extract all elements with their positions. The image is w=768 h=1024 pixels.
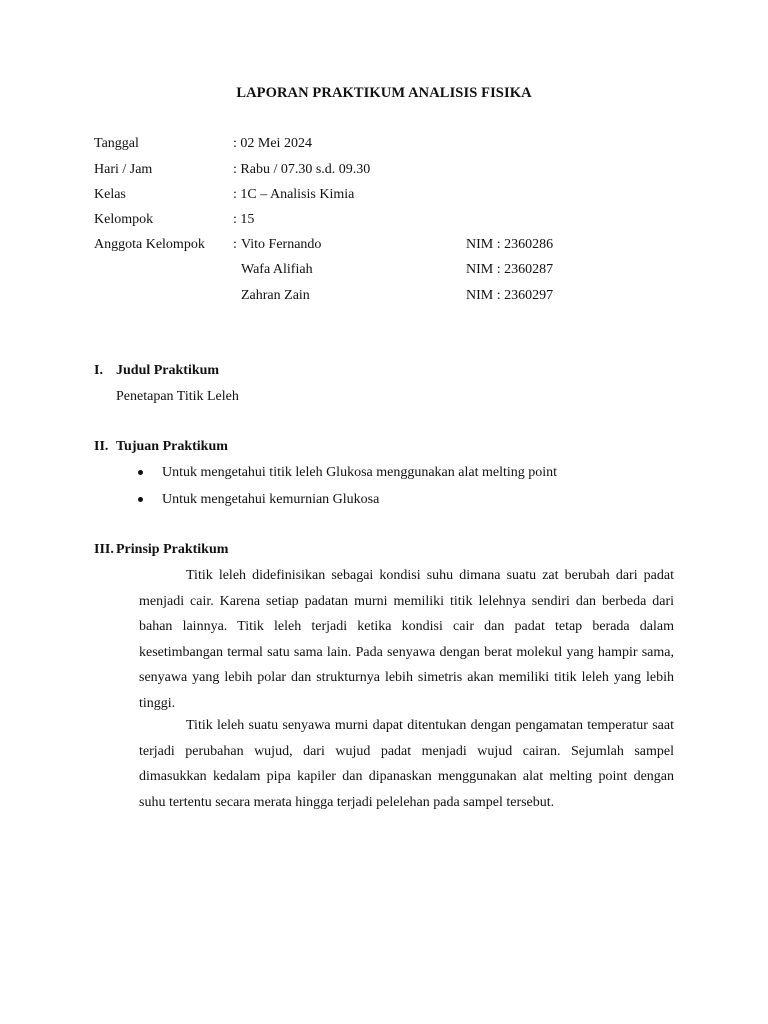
document-title: LAPORAN PRAKTIKUM ANALISIS FISIKA bbox=[236, 85, 532, 101]
bullet-icon bbox=[138, 497, 143, 502]
hari-label: Hari / Jam bbox=[94, 162, 153, 177]
kelompok-label: Kelompok bbox=[94, 212, 154, 227]
kelompok-value: : 15 bbox=[233, 212, 255, 227]
bullet-icon bbox=[138, 470, 143, 475]
section-title: Prinsip Praktikum bbox=[116, 542, 229, 557]
tanggal-value: : 02 Mei 2024 bbox=[233, 136, 312, 151]
member-nim: NIM : 2360286 bbox=[466, 237, 554, 252]
member-nim: NIM : 2360287 bbox=[466, 262, 554, 277]
section-number: III. bbox=[94, 542, 114, 557]
section-title: Tujuan Praktikum bbox=[116, 439, 228, 454]
section-title: Judul Praktikum bbox=[116, 363, 220, 378]
anggota-label: Anggota Kelompok bbox=[94, 237, 205, 252]
kelas-value: : 1C – Analisis Kimia bbox=[233, 187, 355, 202]
anggota-colon: : bbox=[233, 237, 237, 252]
member-name: Wafa Alifiah bbox=[241, 262, 313, 277]
judul-text: Penetapan Titik Leleh bbox=[116, 389, 239, 404]
kelas-label: Kelas bbox=[94, 187, 126, 202]
member-name: Vito Fernando bbox=[241, 237, 322, 252]
prinsip-paragraph-2: Titik leleh suatu senyawa murni dapat ditentukan dengan pengamatan temperatur saat terjadi perubahan wujud, dari wujud padat menjadi wujud cairan. Sejumlah sampel dimasukkan kedalam pipa kapiler dan dipanaskan menggunakan alat melting point dengan suhu tertentu secara merata hingga terjadi pelelehan pada sampel tersebut. bbox=[139, 718, 674, 810]
member-nim: NIM : 2360297 bbox=[466, 288, 554, 303]
bullet-text: Untuk mengetahui titik leleh Glukosa menggunakan alat melting point bbox=[162, 465, 558, 480]
hari-value: : Rabu / 07.30 s.d. 09.30 bbox=[233, 162, 371, 177]
section-number: II. bbox=[94, 439, 109, 454]
tanggal-label: Tanggal bbox=[94, 136, 139, 151]
prinsip-paragraph-1: Titik leleh didefinisikan sebagai kondisi suhu dimana suatu zat berubah dari padat menjadi cair. Karena setiap padatan murni memiliki titik lelehnya sendiri dan berbeda dari bahan lainnya. Titik leleh terjadi ketika kondisi cair dan padat tetap berada dalam kesetimbangan termal satu sama lain. Pada senyawa dengan berat molekul yang hampir sama, senyawa yang lebih polar dan strukturnya lebih simetris akan memiliki titik leleh yang lebih tinggi. bbox=[139, 568, 674, 711]
member-name: Zahran Zain bbox=[241, 288, 310, 303]
bullet-text: Untuk mengetahui kemurnian Glukosa bbox=[162, 492, 380, 507]
section-number: I. bbox=[94, 363, 103, 378]
